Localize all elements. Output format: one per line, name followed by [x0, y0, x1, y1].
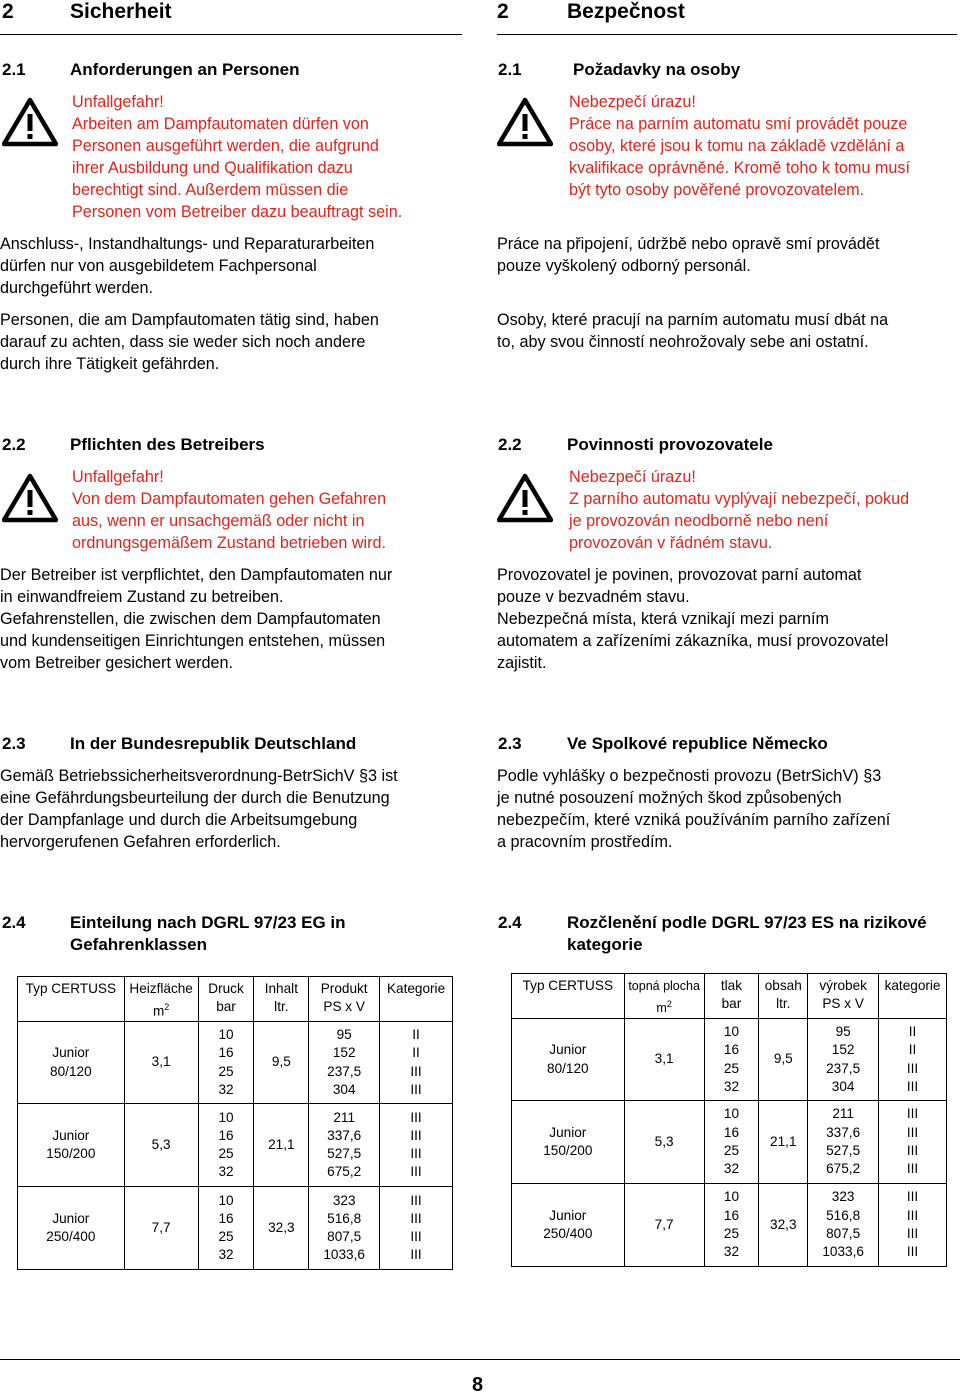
section-2-3-title-cs: Ve Spolkové republice Německo	[567, 734, 828, 753]
paragraph-2-1-b-cs	[497, 309, 888, 353]
header-cell: Druck bar	[198, 977, 254, 1022]
area-cell: 7,7	[624, 1184, 704, 1267]
type-cell: Junior 250/400	[512, 1184, 625, 1267]
page-title-de: Sicherheit	[70, 0, 172, 23]
section-2-4-title-cs	[567, 912, 927, 956]
type-cell: Junior 150/200	[512, 1101, 625, 1184]
warning-line: Nebezpečí úrazu!	[569, 468, 696, 486]
warning-triangle-icon	[2, 97, 58, 147]
title-line: Gefahrenklassen	[70, 935, 208, 954]
text-line: automatem a zařízeními zákazníka, musí provozovatel	[497, 632, 889, 650]
warning-text-2-1-de	[72, 91, 402, 223]
pressure-cell: 10 16 25 32	[704, 1101, 759, 1184]
warning-triangle-icon	[497, 97, 553, 147]
title-line: Einteilung nach DGRL 97/23 EG in	[70, 913, 346, 932]
title-line: Rozčlenění podle DGRL 97/23 ES na rizikové	[567, 913, 927, 932]
warning-line: ordnungsgemäßem Zustand betrieben wird.	[72, 534, 387, 552]
page-title-number-de: 2	[2, 0, 14, 23]
warning-line: osoby, které jsou k tomu na základě vzdělání a	[569, 137, 905, 155]
page-number: 8	[472, 1374, 484, 1396]
warning-triangle-icon	[497, 473, 553, 523]
text-line: Gefahrenstellen, die zwischen dem Dampfautomaten	[0, 610, 381, 628]
product-cell: 211 337,6 527,5 675,2	[309, 1104, 380, 1187]
warning-line: Unfallgefahr!	[72, 93, 164, 111]
category-table-de	[17, 976, 453, 1270]
table-row	[512, 1019, 947, 1101]
text-line: Personen, die am Dampfautomaten tätig sind, haben	[0, 311, 379, 329]
text-line: eine Gefährdungsbeurteilung der durch die Benutzung	[0, 789, 390, 807]
warning-line: ihrer Ausbildung und Qualifikation dazu	[72, 159, 353, 177]
volume-cell: 32,3	[759, 1184, 808, 1267]
text-line: pouze vyškolený odborný personál.	[497, 257, 751, 275]
section-2-3-number-de: 2.3	[2, 734, 26, 753]
warning-triangle-icon	[2, 473, 58, 523]
product-cell: 211 337,6 527,5 675,2	[808, 1101, 879, 1184]
paragraph-2-2-de	[0, 564, 392, 674]
header-cell: tlak bar	[704, 974, 759, 1019]
title-line: kategorie	[567, 935, 643, 954]
header-cell: Typ CERTUSS	[512, 974, 625, 1019]
product-cell: 95 152 237,5 304	[309, 1022, 380, 1104]
pressure-cell: 10 16 25 32	[198, 1104, 254, 1187]
category-cell: III III III III	[879, 1184, 947, 1267]
text-line: vom Betreiber gesichert werden.	[0, 654, 234, 672]
warning-line: Arbeiten am Dampfautomaten dürfen von	[72, 115, 369, 133]
paragraph-2-2-cs	[497, 564, 888, 674]
warning-line: Z parního automatu vyplývají nebezpečí, pokud	[569, 490, 910, 508]
warning-line: Nebezpečí úrazu!	[569, 93, 696, 111]
section-2-2-number-cs: 2.2	[498, 435, 522, 454]
section-2-3-title-de: In der Bundesrepublik Deutschland	[70, 734, 357, 753]
header-cell: Heizfläche $m^2$	[124, 977, 198, 1022]
warning-line: Unfallgefahr!	[72, 468, 164, 486]
text-line: dürfen nur von ausgebildetem Fachpersonal	[0, 257, 317, 275]
area-cell: 5,3	[124, 1104, 198, 1187]
table-header-row	[512, 974, 947, 1019]
area-cell: 3,1	[124, 1022, 198, 1104]
category-cell: III III III III	[879, 1101, 947, 1184]
warning-line: provozován v řádném stavu.	[569, 534, 773, 552]
text-line: pouze v bezvadném stavu.	[497, 588, 690, 606]
warning-text-2-2-cs	[569, 466, 909, 554]
warning-line: berechtigt sind. Außerdem müssen die	[72, 181, 349, 199]
warning-line: Von dem Dampfautomaten gehen Gefahren	[72, 490, 387, 508]
header-cell: topná plocha $m^2$	[624, 974, 704, 1019]
footer-rule	[0, 1359, 960, 1360]
type-cell: Junior 150/200	[18, 1104, 125, 1187]
volume-cell: 32,3	[254, 1187, 309, 1270]
product-cell: 323 516,8 807,5 1033,6	[808, 1184, 879, 1267]
warning-line: Práce na parním automatu smí provádět pouze	[569, 115, 908, 133]
table-row	[18, 1187, 453, 1270]
area-cell: 5,3	[624, 1101, 704, 1184]
text-line: durchgeführt werden.	[0, 279, 153, 297]
section-2-4-number-de: 2.4	[2, 913, 26, 932]
text-line: nebezpečím, které vzniká používáním parního zařízení	[497, 811, 891, 829]
page-title-cs: Bezpečnost	[567, 0, 685, 23]
text-line: to, aby svou činností neohrožovaly sebe ani ostatní.	[497, 333, 869, 351]
category-table-cs	[511, 973, 947, 1267]
section-2-4-number-cs: 2.4	[498, 913, 522, 932]
pressure-cell: 10 16 25 32	[198, 1187, 254, 1270]
text-line: Osoby, které pracují na parním automatu musí dbát na	[497, 311, 889, 329]
volume-cell: 9,5	[759, 1019, 808, 1101]
text-line: Podle vyhlášky o bezpečnosti provozu (BetrSichV) §3	[497, 767, 882, 785]
header-cell: Kategorie	[380, 977, 453, 1022]
text-line: und kundenseitigen Einrichtungen entstehen, müssen	[0, 632, 386, 650]
text-line: durch ihre Tätigkeit gefährden.	[0, 355, 220, 373]
text-line: je nutné posouzení možných škod způsobených	[497, 789, 842, 807]
warning-line: kvalifikace oprávněné. Kromě toho k tomu musí	[569, 159, 910, 177]
category-cell: III III III III	[380, 1104, 453, 1187]
text-line: Gemäß Betriebssicherheitsverordnung-BetrSichV §3 ist	[0, 767, 398, 785]
pressure-cell: 10 16 25 32	[704, 1019, 759, 1101]
warning-text-2-1-cs	[569, 91, 910, 201]
product-cell: 323 516,8 807,5 1033,6	[309, 1187, 380, 1270]
section-2-2-title-cs: Povinnosti provozovatele	[567, 435, 773, 454]
pressure-cell: 10 16 25 32	[704, 1184, 759, 1267]
paragraph-2-1-b-de	[0, 309, 379, 375]
header-cell: Inhalt ltr.	[254, 977, 309, 1022]
category-cell: II II III III	[380, 1022, 453, 1104]
section-2-1-title-cs: Požadavky na osoby	[573, 60, 741, 79]
paragraph-2-1-a-de	[0, 233, 374, 299]
section-2-3-number-cs: 2.3	[498, 734, 522, 753]
area-cell: 7,7	[124, 1187, 198, 1270]
text-line: Der Betreiber ist verpflichtet, den Dampfautomaten nur	[0, 566, 393, 584]
text-line: Anschluss-, Instandhaltungs- und Reparaturarbeiten	[0, 235, 375, 253]
area-cell: 3,1	[624, 1019, 704, 1101]
page-title-number-cs: 2	[497, 0, 509, 23]
warning-line: být tyto osoby pověřené provozovatelem.	[569, 181, 865, 199]
text-line: Provozovatel je povinen, provozovat parní automat	[497, 566, 862, 584]
category-cell: III III III III	[380, 1187, 453, 1270]
table-row	[18, 1022, 453, 1104]
text-line: in einwandfreiem Zustand zu betreiben.	[0, 588, 284, 606]
paragraph-2-3-cs	[497, 765, 890, 853]
table-row	[18, 1104, 453, 1187]
volume-cell: 9,5	[254, 1022, 309, 1104]
warning-line: aus, wenn er unsachgemäß oder nicht in	[72, 512, 365, 530]
title-rule-cs	[497, 34, 957, 35]
header-cell: kategorie	[879, 974, 947, 1019]
table-row	[512, 1101, 947, 1184]
section-2-4-title-de	[70, 912, 346, 956]
section-2-1-number-de: 2.1	[2, 60, 26, 79]
warning-line: Personen ausgeführt werden, die aufgrund	[72, 137, 379, 155]
header-cell: obsah ltr.	[759, 974, 808, 1019]
table-header-row	[18, 977, 453, 1022]
product-cell: 95 152 237,5 304	[808, 1019, 879, 1101]
type-cell: Junior 80/120	[512, 1019, 625, 1101]
warning-line: Personen vom Betreiber dazu beauftragt sein.	[72, 203, 403, 221]
text-line: hervorgerufenen Gefahren erforderlich.	[0, 833, 281, 851]
header-cell: Produkt PS x V	[309, 977, 380, 1022]
text-line: Nebezpečná místa, která vznikají mezi parním	[497, 610, 829, 628]
warning-text-2-2-de	[72, 466, 386, 554]
volume-cell: 21,1	[254, 1104, 309, 1187]
type-cell: Junior 250/400	[18, 1187, 125, 1270]
paragraph-2-3-de	[0, 765, 398, 853]
warning-line: je provozován neodborně nebo není	[569, 512, 829, 530]
paragraph-2-1-a-cs	[497, 233, 879, 277]
text-line: a pracovním prostředím.	[497, 833, 673, 851]
section-2-1-number-cs: 2.1	[498, 60, 522, 79]
volume-cell: 21,1	[759, 1101, 808, 1184]
section-2-2-number-de: 2.2	[2, 435, 26, 454]
text-line: darauf zu achten, dass sie weder sich noch andere	[0, 333, 366, 351]
text-line: zajistit.	[497, 654, 547, 672]
title-rule-de	[0, 34, 462, 35]
type-cell: Junior 80/120	[18, 1022, 125, 1104]
category-cell: II II III III	[879, 1019, 947, 1101]
section-2-2-title-de: Pflichten des Betreibers	[70, 435, 265, 454]
table-row	[512, 1184, 947, 1267]
section-2-1-title-de: Anforderungen an Personen	[70, 60, 300, 79]
header-cell: Typ CERTUSS	[18, 977, 125, 1022]
text-line: Práce na připojení, údržbě nebo opravě smí provádět	[497, 235, 880, 253]
text-line: der Dampfanlage und durch die Arbeitsumgebung	[0, 811, 358, 829]
pressure-cell: 10 16 25 32	[198, 1022, 254, 1104]
header-cell: výrobek PS x V	[808, 974, 879, 1019]
